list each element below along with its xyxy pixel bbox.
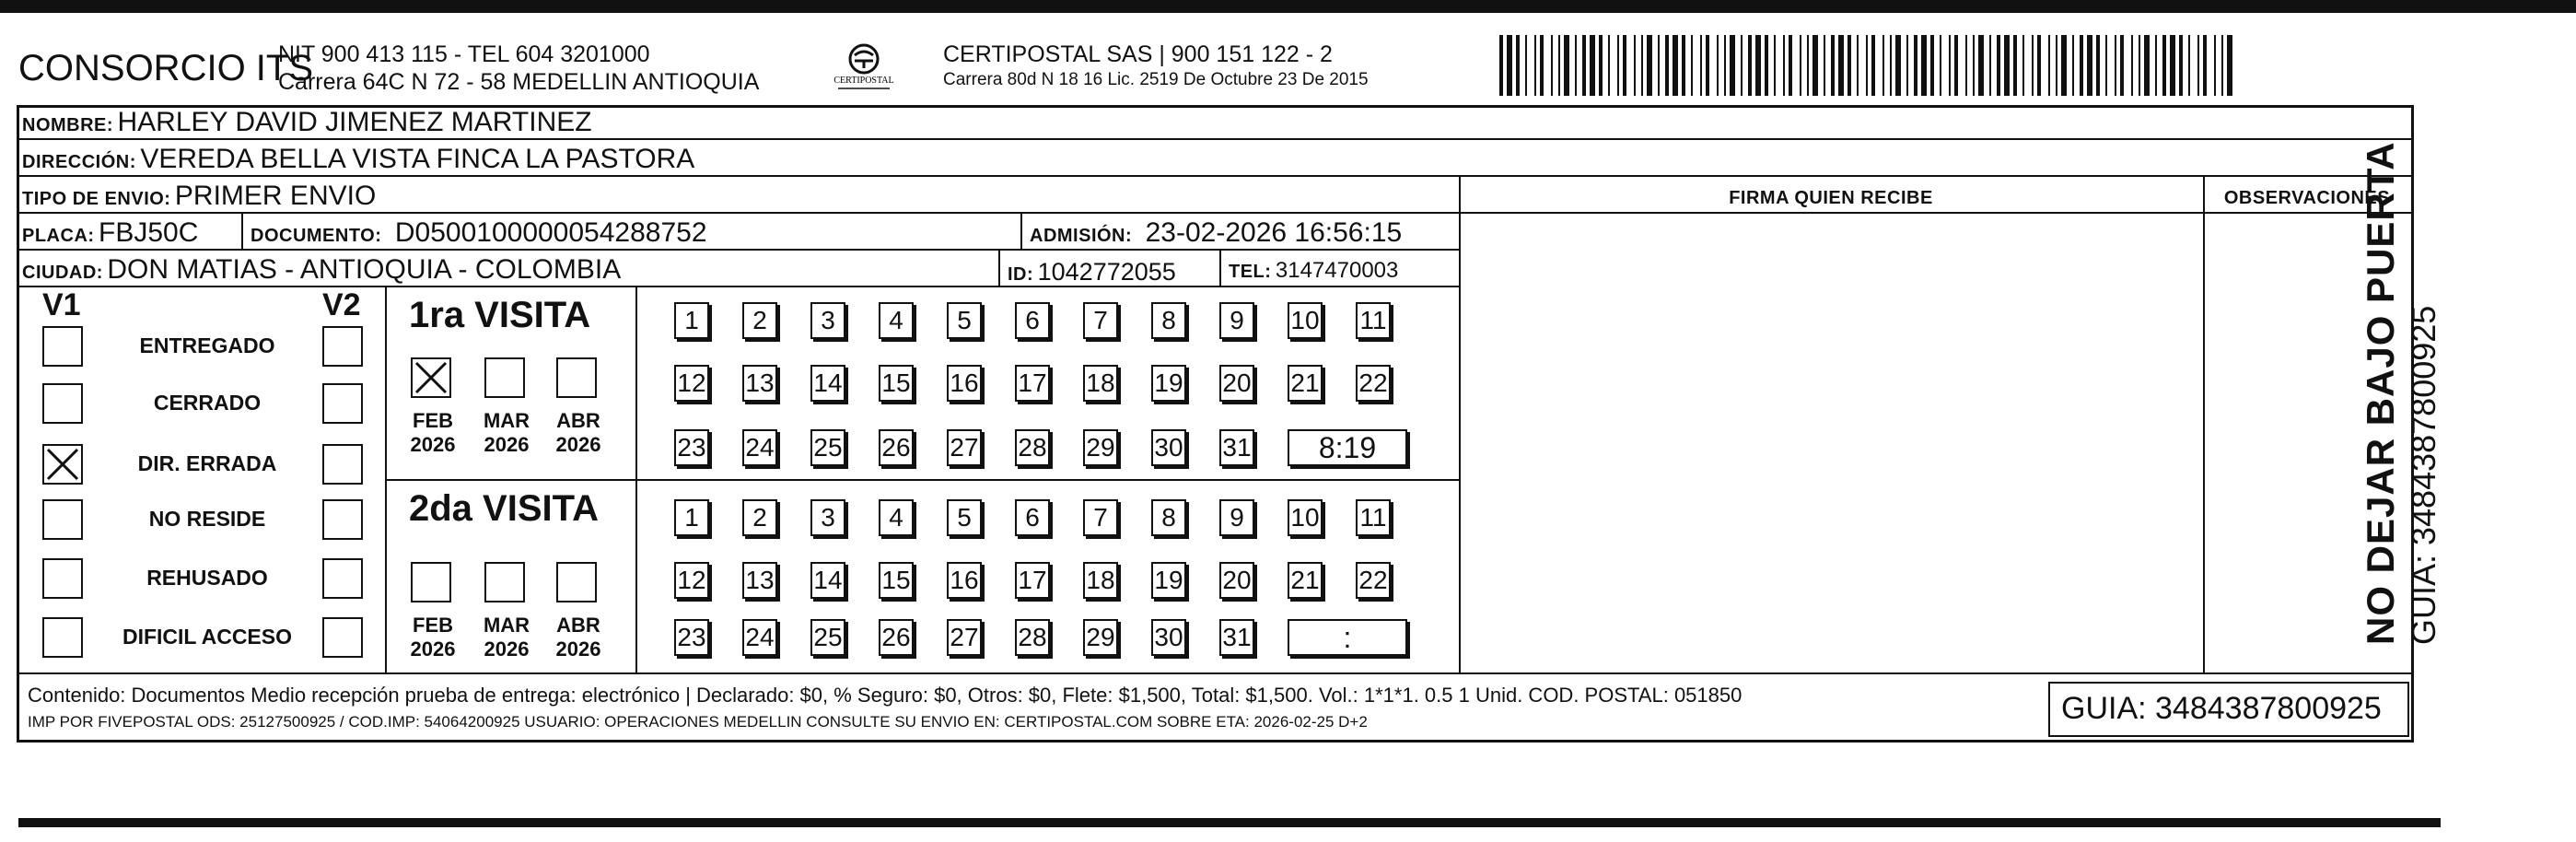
day-box[interactable]: 8 <box>1151 302 1186 339</box>
day-box[interactable]: 7 <box>1083 499 1118 536</box>
barcode-bar <box>2022 35 2024 96</box>
company-info <box>278 41 759 96</box>
day-box[interactable]: 20 <box>1219 365 1254 402</box>
barcode-bar <box>2139 35 2140 96</box>
day-box[interactable]: 6 <box>1015 302 1050 339</box>
day-box[interactable]: 5 <box>947 499 982 536</box>
barcode-bar <box>1813 35 1818 96</box>
barcode-bar <box>2105 35 2107 96</box>
check-x-mark <box>44 446 81 483</box>
day-box[interactable]: 21 <box>1288 562 1323 599</box>
month-label <box>551 614 606 661</box>
barcode-bar <box>1516 35 1520 96</box>
month-year: 2026 <box>555 637 601 661</box>
status-label: ENTREGADO <box>139 333 275 357</box>
barcode-bar <box>1599 35 1603 96</box>
barcode-bar <box>1783 35 1785 96</box>
barcode-bar <box>1730 35 1735 96</box>
v1-checkbox[interactable] <box>42 617 83 658</box>
month-label <box>551 409 606 457</box>
direccion-row <box>22 144 694 175</box>
day-box[interactable]: 29 <box>1083 429 1118 466</box>
barcode-bar <box>1989 35 1991 96</box>
no-dejar-bajo-puerta: NO DEJAR BAJO PUERTA <box>2359 141 2402 645</box>
col-divider <box>1219 249 1221 286</box>
day-box[interactable]: 23 <box>674 619 709 656</box>
day-box[interactable]: 21 <box>1288 365 1323 402</box>
barcode-bar <box>1724 35 1726 96</box>
barcode-bar <box>2144 35 2150 96</box>
month-checkbox[interactable] <box>484 357 525 398</box>
month-name: MAR <box>483 614 530 637</box>
barcode-bar <box>1564 35 1569 96</box>
row-divider <box>17 212 2411 214</box>
day-box[interactable]: 17 <box>1015 562 1050 599</box>
id-label: ID: <box>1008 264 1034 285</box>
col-divider <box>998 249 1000 286</box>
day-box[interactable]: 25 <box>810 619 845 656</box>
barcode-bar <box>1647 35 1652 96</box>
status-label: NO RESIDE <box>148 507 266 531</box>
day-box[interactable]: 27 <box>947 429 982 466</box>
day-box[interactable]: 8 <box>1151 499 1186 536</box>
barcode-bar <box>2115 35 2116 96</box>
barcode-bar <box>2155 35 2157 96</box>
barcode <box>1499 35 2232 96</box>
certipostal-subtitle: Carrera 80d N 18 16 Lic. 2519 De Octubre 23 De 2015 <box>943 70 1369 89</box>
footer-content: Contenido: Documentos Medio recepción prueba de entrega: electrónico | Declarado: $0, % Seguro: $0, Otros: $0, Flete: $1,500, Total: $1,500. Vol.: 1*1*1. 0.5 1 Unid. COD. POSTAL: 051850 <box>28 684 1743 707</box>
day-box[interactable]: 14 <box>810 365 845 402</box>
status-label: DIR. ERRADA <box>137 451 277 475</box>
month-checkbox[interactable] <box>484 562 525 602</box>
ciudad-cell <box>22 254 621 286</box>
day-box[interactable]: 15 <box>879 562 914 599</box>
month-name: FEB <box>413 409 453 432</box>
nombre-row <box>22 107 592 138</box>
barcode-bar <box>1838 35 1844 96</box>
day-box[interactable]: 1 <box>674 302 709 339</box>
day-box[interactable]: 12 <box>674 365 709 402</box>
documento-value: D0500100000054288752 <box>394 217 707 248</box>
v2-checkbox[interactable] <box>322 326 363 367</box>
month-year: 2026 <box>484 637 530 661</box>
barcode-bar <box>2214 35 2216 96</box>
day-box[interactable]: 10 <box>1288 499 1323 536</box>
col-divider <box>2203 175 2205 672</box>
certipostal-logo <box>818 41 910 96</box>
placa-cell <box>22 217 198 249</box>
day-box[interactable]: 14 <box>810 562 845 599</box>
month-year: 2026 <box>410 433 456 456</box>
v1-label: V1 <box>42 287 81 322</box>
month-checkbox[interactable] <box>411 357 451 398</box>
barcode-bar <box>1507 35 1512 96</box>
company-name: CONSORCIO ITS <box>18 48 314 88</box>
month-name: ABR <box>556 409 600 432</box>
barcode-bar <box>2056 35 2057 96</box>
day-box[interactable]: 22 <box>1356 562 1391 599</box>
admision-value: 23-02-2026 16:56:15 <box>1145 217 1403 248</box>
row-divider <box>17 249 1459 251</box>
day-box[interactable]: 1 <box>674 499 709 536</box>
barcode-bar <box>2087 35 2092 96</box>
month-label <box>405 614 460 661</box>
day-box[interactable]: 11 <box>1356 302 1391 339</box>
placa-value: FBJ50C <box>99 217 199 248</box>
month-label <box>479 409 534 457</box>
barcode-bar <box>1847 35 1851 96</box>
day-box[interactable]: 2 <box>742 499 777 536</box>
barcode-bar <box>1871 35 1875 96</box>
barcode-bar <box>2048 35 2050 96</box>
barcode-bar <box>1700 35 1702 96</box>
admision-label: ADMISIÓN: <box>1030 226 1133 246</box>
barcode-bar <box>2221 35 2223 96</box>
barcode-bar <box>1575 35 1577 96</box>
side-notice <box>2358 0 2524 645</box>
day-box[interactable]: 20 <box>1219 562 1254 599</box>
status-label: DIFICIL ACCESO <box>122 625 292 649</box>
row-divider <box>17 138 2411 140</box>
admision-cell <box>1030 217 1402 249</box>
tipo-row <box>22 181 376 212</box>
day-box[interactable]: 4 <box>879 302 914 339</box>
barcode-bar <box>2188 35 2190 96</box>
footer-print-info: IMP POR FIVEPOSTAL ODS: 25127500925 / COD.IMP: 54064200925 USUARIO: OPERACIONES MEDELLIN CONSULTE SU ENVIO EN: CERTIPOSTAL.COM SOBRE ETA: 2026-02-25 D+2 <box>28 713 1368 731</box>
barcode-bar <box>1558 35 1560 96</box>
day-box[interactable]: 9 <box>1219 302 1254 339</box>
col-divider <box>1020 212 1022 249</box>
status-label: REHUSADO <box>146 566 268 590</box>
day-box[interactable]: 3 <box>810 302 845 339</box>
month-year: 2026 <box>555 433 601 456</box>
firma-label: FIRMA QUIEN RECIBE <box>1729 188 1933 208</box>
observaciones-label: OBSERVACIONES <box>2223 188 2391 208</box>
barcode-bar <box>2131 35 2133 96</box>
v1-checkbox[interactable] <box>42 558 83 599</box>
v1-checkbox[interactable] <box>42 444 83 485</box>
barcode-bar <box>1608 35 1610 96</box>
placa-label: PLACA: <box>22 226 95 246</box>
status-label: CERRADO <box>153 391 262 415</box>
ciudad-label: CIUDAD: <box>22 263 103 283</box>
day-box[interactable]: 3 <box>810 499 845 536</box>
barcode-bar <box>1914 35 1917 96</box>
day-box[interactable]: 31 <box>1219 429 1254 466</box>
barcode-bar <box>1978 35 1984 96</box>
v2-checkbox[interactable] <box>322 617 363 658</box>
visit-2-title: 2da VISITA <box>409 488 599 529</box>
visit-divider <box>385 479 1459 481</box>
barcode-bar <box>2179 35 2183 96</box>
barcode-bar <box>1774 35 1776 96</box>
month-year: 2026 <box>410 637 456 661</box>
barcode-bar <box>1551 35 1553 96</box>
barcode-bar <box>2203 35 2207 96</box>
day-box[interactable]: 7 <box>1083 302 1118 339</box>
barcode-bar <box>1748 35 1752 96</box>
col-divider <box>1459 175 1461 672</box>
barcode-bar <box>1765 35 1768 96</box>
footer-divider <box>17 672 2411 674</box>
day-box[interactable]: 13 <box>742 365 777 402</box>
barcode-bar <box>1930 35 1934 96</box>
barcode-bar <box>1623 35 1626 96</box>
day-box[interactable]: 25 <box>810 429 845 466</box>
tipo-label: TIPO DE ENVIO: <box>22 189 171 209</box>
day-box[interactable]: 24 <box>742 619 777 656</box>
v2-checkbox[interactable] <box>322 444 363 485</box>
direccion-label: DIRECCIÓN: <box>22 152 136 172</box>
day-box[interactable]: 18 <box>1083 562 1118 599</box>
id-value: 1042772055 <box>1037 258 1176 286</box>
documento-label: DOCUMENTO: <box>251 226 382 246</box>
barcode-bar <box>1658 35 1660 96</box>
direccion-value: VEREDA BELLA VISTA FINCA LA PASTORA <box>140 144 695 174</box>
barcode-bar <box>1807 35 1809 96</box>
barcode-bar <box>2096 35 2100 96</box>
day-box[interactable]: 19 <box>1151 365 1186 402</box>
barcode-bar <box>2227 35 2232 96</box>
tel-value: 3147470003 <box>1275 258 1399 283</box>
barcode-bar <box>1831 35 1835 96</box>
day-box[interactable]: 19 <box>1151 562 1186 599</box>
certipostal-title: CERTIPOSTAL SAS | 900 151 122 - 2 <box>943 41 1333 67</box>
barcode-bar <box>1895 35 1901 96</box>
day-box[interactable]: 30 <box>1151 619 1186 656</box>
nombre-label: NOMBRE: <box>22 115 114 135</box>
barcode-bar <box>1641 35 1643 96</box>
month-label <box>405 409 460 457</box>
barcode-bar <box>1741 35 1743 96</box>
barcode-bar <box>1673 35 1678 96</box>
v2-label: V2 <box>322 287 361 322</box>
barcode-bar <box>1940 35 1941 96</box>
barcode-bar <box>1906 35 1908 96</box>
company-nit: NIT 900 413 115 - TEL 604 3201000 <box>278 41 650 67</box>
logo-text: CERTIPOSTAL <box>833 76 894 86</box>
barcode-bar <box>1866 35 1868 96</box>
day-box[interactable]: 5 <box>947 302 982 339</box>
day-box[interactable]: 11 <box>1356 499 1391 536</box>
v2-checkbox[interactable] <box>322 383 363 424</box>
day-box[interactable]: 29 <box>1083 619 1118 656</box>
v1-checkbox[interactable] <box>42 383 83 424</box>
nombre-value: HARLEY DAVID JIMENEZ MARTINEZ <box>117 107 592 137</box>
barcode-bar <box>2037 35 2041 96</box>
barcode-bar <box>1973 35 1975 96</box>
month-year: 2026 <box>484 433 530 456</box>
barcode-bar <box>1921 35 1927 96</box>
barcode-bar <box>1800 35 1801 96</box>
barcode-bar <box>1634 35 1636 96</box>
day-box[interactable]: 18 <box>1083 365 1118 402</box>
v1-checkbox[interactable] <box>42 326 83 367</box>
v2-checkbox[interactable] <box>322 558 363 599</box>
day-box[interactable]: 23 <box>674 429 709 466</box>
month-checkbox[interactable] <box>411 562 451 602</box>
barcode-bar <box>1857 35 1859 96</box>
barcode-bar <box>1582 35 1586 96</box>
month-checkbox[interactable] <box>556 562 597 602</box>
day-box[interactable]: 27 <box>947 619 982 656</box>
barcode-bar <box>1890 35 1892 96</box>
day-box[interactable]: 12 <box>674 562 709 599</box>
barcode-bar <box>2004 35 2010 96</box>
day-box[interactable]: 2 <box>742 302 777 339</box>
day-box[interactable]: 31 <box>1219 619 1254 656</box>
barcode-bar <box>1706 35 1709 96</box>
ciudad-value: DON MATIAS - ANTIOQUIA - COLOMBIA <box>107 254 622 285</box>
day-box[interactable]: 17 <box>1015 365 1050 402</box>
day-box[interactable]: 26 <box>879 619 914 656</box>
barcode-bar <box>1499 35 1503 96</box>
check-x-mark <box>413 359 449 396</box>
barcode-bar <box>2013 35 2017 96</box>
top-edge-bar <box>0 0 2576 13</box>
barcode-bar <box>1525 35 1527 96</box>
barcode-bar <box>1824 35 1825 96</box>
barcode-bar <box>1789 35 1792 96</box>
row-divider <box>17 286 1459 287</box>
barcode-bar <box>1965 35 1967 96</box>
barcode-bar <box>2197 35 2199 96</box>
barcode-bar <box>1997 35 2000 96</box>
barcode-bar <box>1590 35 1595 96</box>
barcode-bar <box>2080 35 2083 96</box>
barcode-bar <box>1540 35 1544 96</box>
day-box[interactable]: 15 <box>879 365 914 402</box>
time-box[interactable]: : <box>1288 619 1407 656</box>
barcode-bar <box>2072 35 2074 96</box>
side-guia: GUIA: 3484387800925 <box>2405 305 2442 645</box>
visit-1-title: 1ra VISITA <box>409 295 591 335</box>
day-box[interactable]: 16 <box>947 562 982 599</box>
guia-number: GUIA: 3484387800925 <box>2061 691 2382 726</box>
barcode-bar <box>1717 35 1719 96</box>
month-label <box>479 614 534 661</box>
month-name: FEB <box>413 614 453 637</box>
documento-cell <box>251 217 707 249</box>
day-box[interactable]: 28 <box>1015 619 1050 656</box>
barcode-bar <box>1665 35 1669 96</box>
barcode-bar <box>1534 35 1536 96</box>
month-name: MAR <box>483 409 530 432</box>
day-box[interactable]: 26 <box>879 429 914 466</box>
time-box[interactable]: 8:19 <box>1288 429 1407 466</box>
day-box[interactable]: 6 <box>1015 499 1050 536</box>
barcode-bar <box>1882 35 1884 96</box>
barcode-bar <box>1617 35 1619 96</box>
month-checkbox[interactable] <box>556 357 597 398</box>
day-box[interactable]: 4 <box>879 499 914 536</box>
day-box[interactable]: 22 <box>1356 365 1391 402</box>
barcode-bar <box>2061 35 2067 96</box>
barcode-bar <box>1682 35 1685 96</box>
company-address: Carrera 64C N 72 - 58 MEDELLIN ANTIOQUIA <box>278 69 760 95</box>
bottom-edge-bar <box>18 818 2441 827</box>
barcode-bar <box>2032 35 2034 96</box>
barcode-bar <box>2162 35 2166 96</box>
day-box[interactable]: 24 <box>742 429 777 466</box>
id-cell <box>1008 258 1176 287</box>
barcode-bar <box>2120 35 2124 96</box>
day-box[interactable]: 10 <box>1288 302 1323 339</box>
v2-checkbox[interactable] <box>322 499 363 540</box>
barcode-bar <box>1954 35 1958 96</box>
barcode-bar <box>1691 35 1693 96</box>
day-box[interactable]: 30 <box>1151 429 1186 466</box>
row-divider <box>17 175 2411 177</box>
col-divider <box>241 212 243 249</box>
month-name: ABR <box>556 614 600 637</box>
tipo-value: PRIMER ENVIO <box>174 181 377 211</box>
day-box[interactable]: 9 <box>1219 499 1254 536</box>
tel-cell <box>1229 258 1398 284</box>
barcode-bar <box>1949 35 1951 96</box>
day-box[interactable]: 13 <box>742 562 777 599</box>
barcode-bar <box>2170 35 2175 96</box>
tel-label: TEL: <box>1229 262 1272 282</box>
barcode-bar <box>1755 35 1761 96</box>
day-box[interactable]: 16 <box>947 365 982 402</box>
v1-checkbox[interactable] <box>42 499 83 540</box>
day-box[interactable]: 28 <box>1015 429 1050 466</box>
